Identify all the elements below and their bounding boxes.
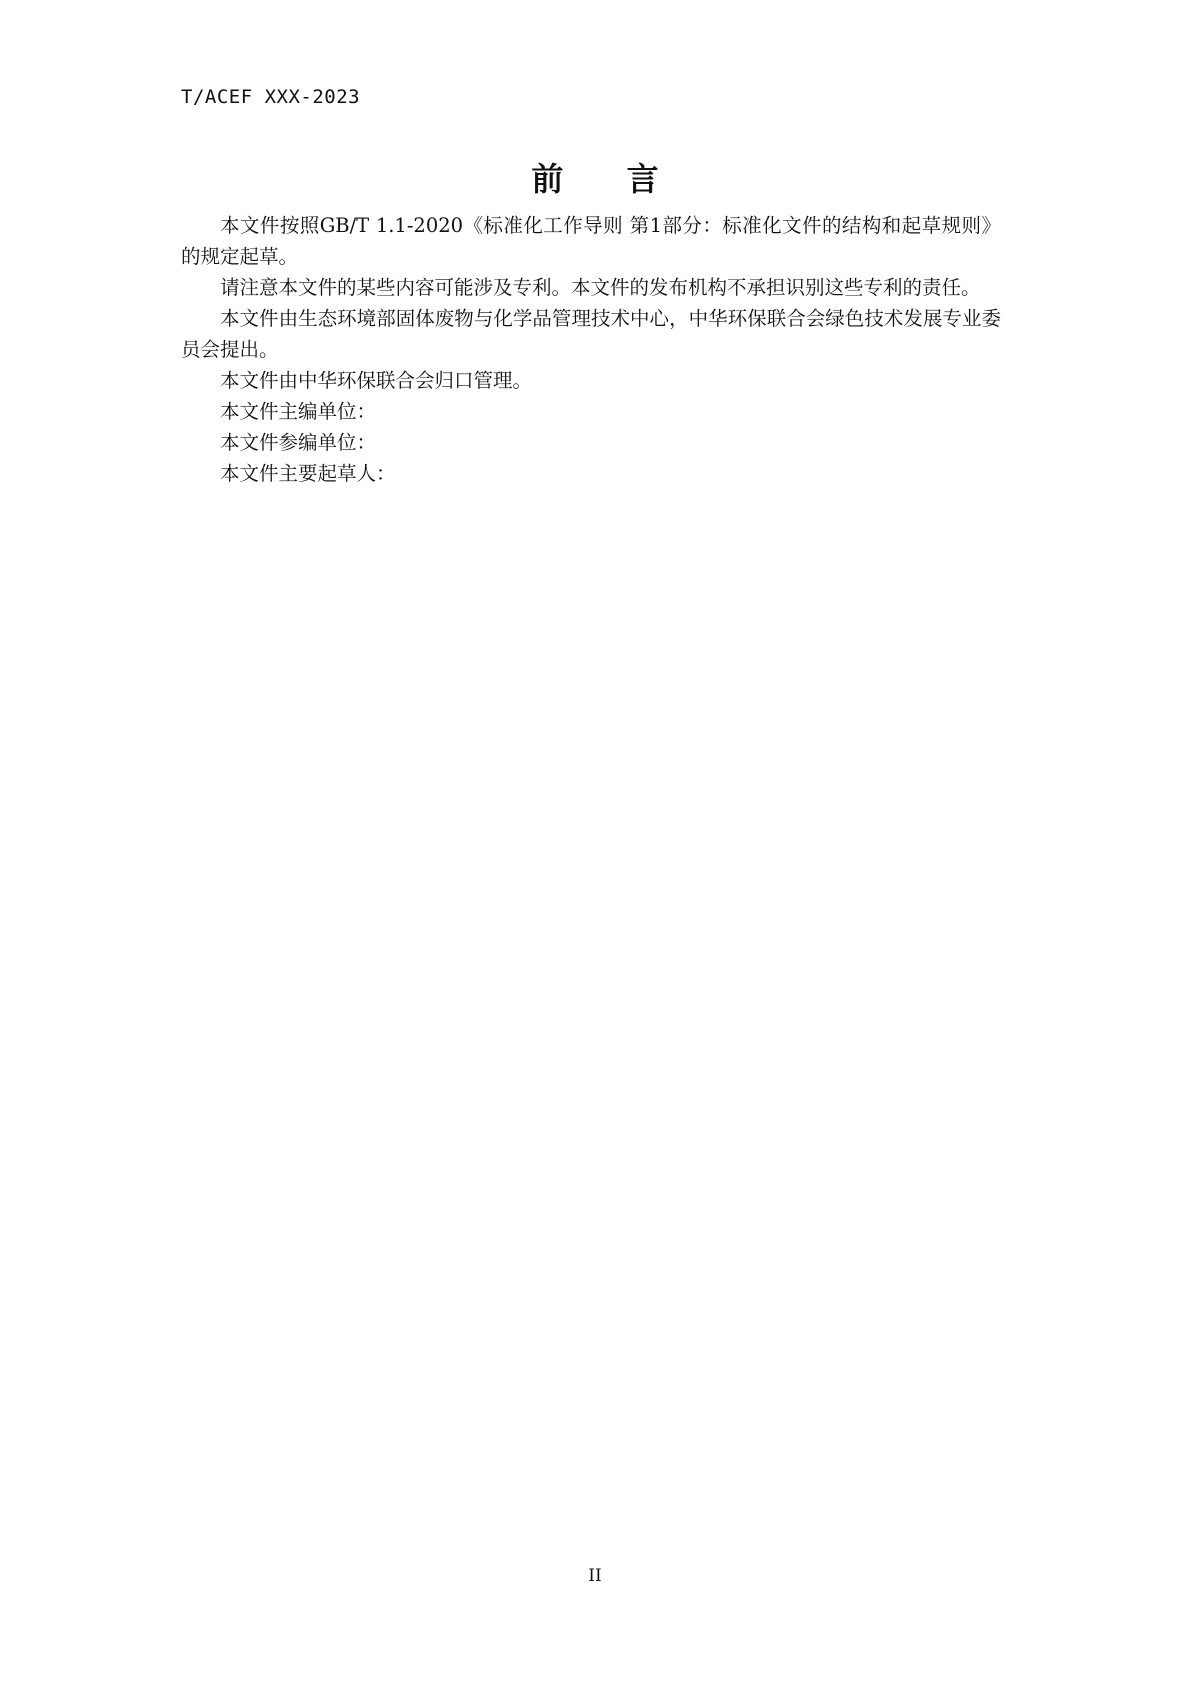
paragraph-drafting-rules: 本文件按照GB/T 1.1-2020《标准化工作导则 第1部分：标准化文件的结构和起草规则》的规定起草。 bbox=[181, 214, 1001, 268]
page-number: II bbox=[588, 1566, 602, 1586]
paragraph-patent-notice: 请注意本文件的某些内容可能涉及专利。本文件的发布机构不承担识别这些专利的责任。 bbox=[220, 276, 981, 299]
foreword-body bbox=[181, 210, 1001, 489]
paragraph-main-drafters: 本文件主要起草人： bbox=[220, 462, 396, 485]
document-id: T/ACEF XXX-2023 bbox=[181, 86, 361, 108]
paragraph-chief-editor-unit: 本文件主编单位： bbox=[220, 400, 377, 423]
paragraph-managed-by: 本文件由中华环保联合会归口管理。 bbox=[220, 369, 533, 392]
paragraph-participating-units: 本文件参编单位： bbox=[220, 431, 377, 454]
paragraph-proposed-by: 本文件由生态环境部固体废物与化学品管理技术中心，中华环保联合会绿色技术发展专业委员会提出。 bbox=[181, 307, 1001, 361]
page-title: 前 言 bbox=[531, 160, 685, 198]
